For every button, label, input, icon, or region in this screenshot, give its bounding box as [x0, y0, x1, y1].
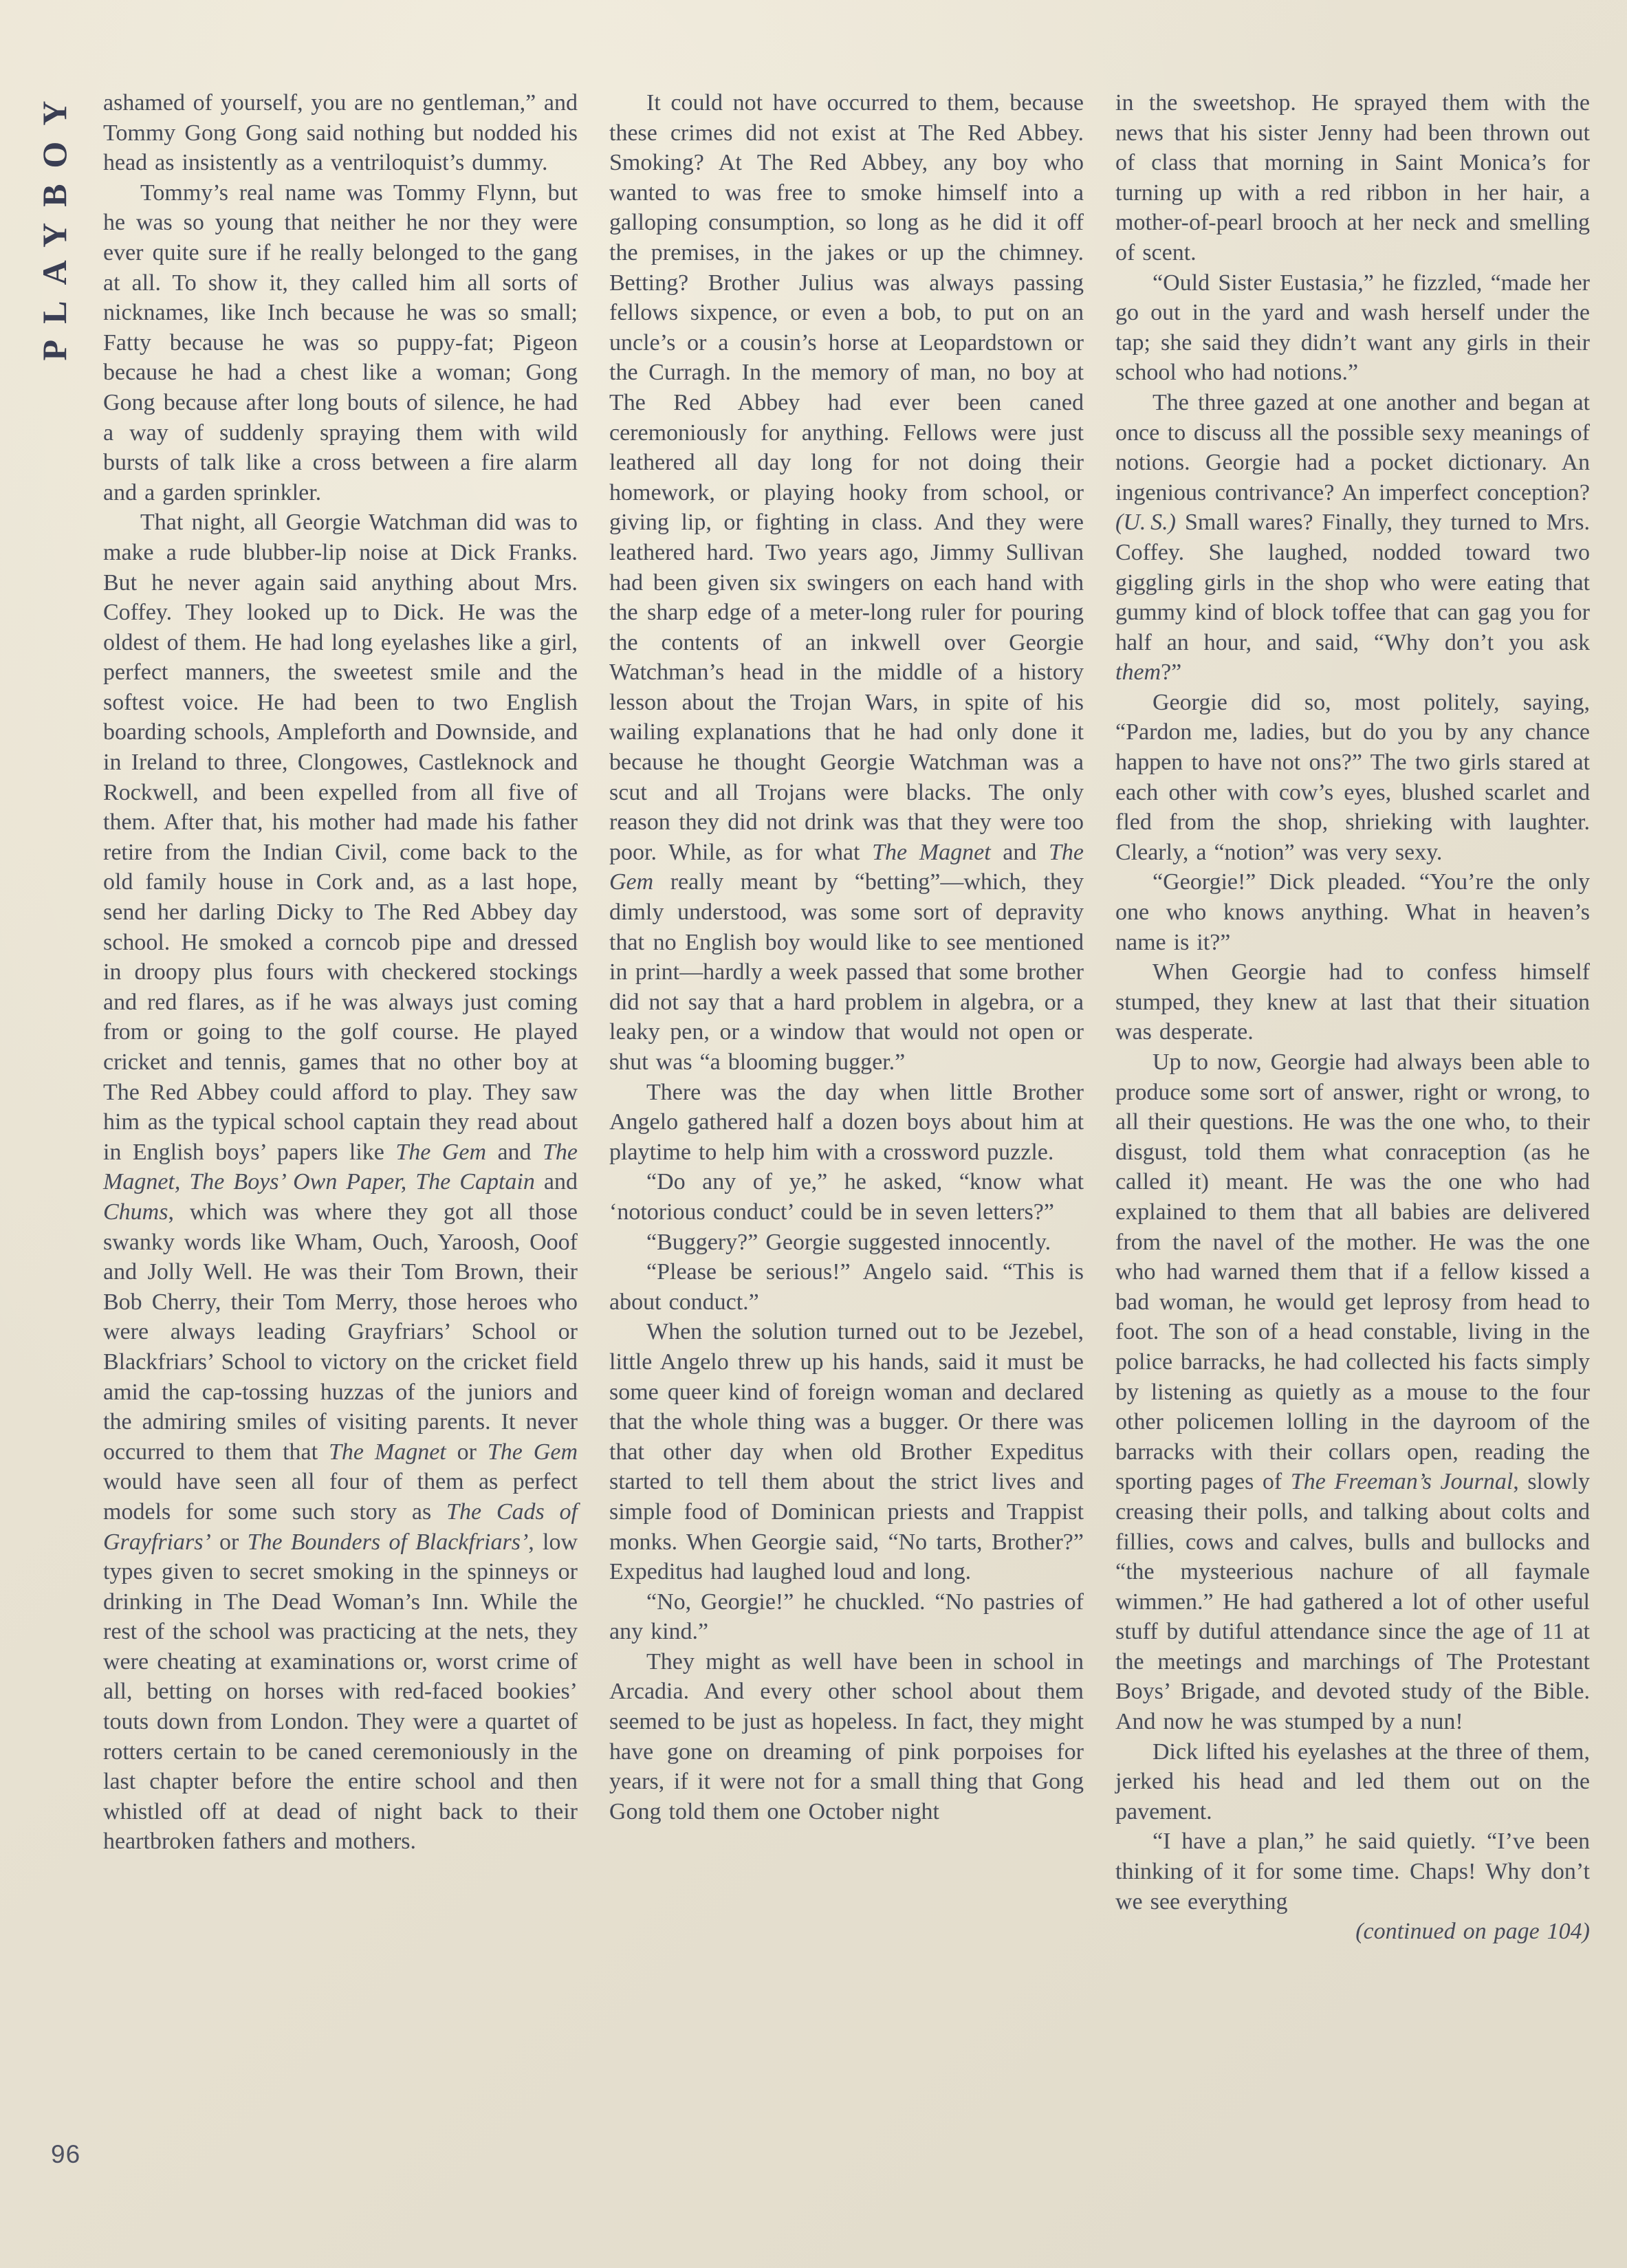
italic-run: The Gem [487, 1439, 578, 1465]
italic-run: The Freeman’s Journal [1290, 1469, 1514, 1495]
text-run: “Please be serious!” Angelo said. “This is about conduct.” [609, 1259, 1084, 1315]
italic-run: The Magnet [872, 839, 991, 865]
paragraph [609, 1317, 1084, 1586]
text-run: “I have a plan,” he said quietly. “I’ve been thinking of it for some time. Chaps! Why don’t we see everything [1115, 1829, 1590, 1915]
paragraph [1115, 1047, 1590, 1737]
paragraph [609, 1647, 1084, 1827]
paragraph [609, 1078, 1084, 1168]
text-run: really meant by “betting”—which, they dimly understood, was some sort of depravity that no English boy would like to see mentioned in print—hardly a week passed that some brother did not say that a hard problem in algebra, or a leaky pen, or a window that would not open or shut was “a blooming bugger.” [609, 869, 1084, 1075]
text-run: “Buggery?” Georgie suggested innocently. [646, 1229, 1051, 1255]
italic-run: The Bounders of Blackfriars’ [247, 1529, 529, 1555]
text-run: and [990, 839, 1049, 865]
text-run: The three gazed at one another and began at once to discuss all the possible sexy meanings of notions. Georgie had a pocket dictionary. An ingenious contrivance? An imperfect conception? [1115, 389, 1590, 505]
paragraph [103, 88, 578, 178]
paragraph [1115, 867, 1590, 957]
text-run: “Ould Sister Eustasia,” he fizzled, “made her go out in the yard and wash herself under the tap; she said they didn’t want any girls in their school who had notions.” [1115, 270, 1590, 386]
paragraph [1115, 957, 1590, 1047]
italic-run: The Gem [395, 1139, 486, 1165]
text-run: It could not have occurred to them, because these crimes did not exist at The Red Abbey. Smoking? At The Red Abbey, any boy who wanted to was free to smoke himself into a galloping consumption, so long as he did it off the premises, in the jakes or up the chimney. Betting? Brother Julius was always passing fellows sixpence, or even a bob, to put on an uncle’s or a cousin’s horse at Leopardstown or the Curragh. In the memory of man, no boy at The Red Abbey had ever been caned ceremoniously for anything. Fellows were just leathered all day long for not doing their homework, or playing hooky from school, or giving lip, or fighting in class. And they were leathered hard. Two years ago, Jimmy Sullivan had been given six swingers on each hand with the sharp edge of a meter-long ruler for pouring the contents of an inkwell over Georgie Watchman’s head in the middle of a history lesson about the Trojan Wars, in spite of his wailing explanations that he had only done it because he thought Georgie Watchman was a scut and all Trojans were blacks. The only reason they did not drink was that they were too poor. While, as for what [609, 90, 1084, 865]
text-column-1 [103, 88, 578, 2192]
text-run: They might as well have been in school in Arcadia. And every other school about them seemed to be just as hopeless. In fact, they might have gone on dreaming of pink porpoises for years, if it were not for a small thing that Gong Gong told them one October night [609, 1648, 1084, 1824]
text-run: Dick lifted his eyelashes at the three of them, jerked his head and led them out on the pavement. [1115, 1738, 1590, 1824]
text-run: There was the day when little Brother Angelo gathered half a dozen boys about him at playtime to help him with a crossword puzzle. [609, 1079, 1084, 1165]
paragraph [609, 88, 1084, 1078]
text-run: , which was where they got all those swanky words like Wham, Ouch, Yaroosh, Ooof and Jolly Well. He was their Tom Brown, their Bob Cherry, their Tom Merry, those heroes who were always leading Grayfriars’ School or Blackfriars’ School to victory on the cricket field amid the cap-tossing huzzas of the juniors and the admiring smiles of visiting parents. It never occurred to them that [103, 1199, 578, 1465]
text-run: That night, all Georgie Watchman did was to make a rude blubber-lip noise at Dick Franks. But he never again said anything about Mrs. Coffey. They looked up to Dick. He was the oldest of them. He had long eyelashes like a girl, perfect manners, the sweetest smile and the softest voice. He had been to two English boarding schools, Ampleforth and Downside, and in Ireland to three, Clongowes, Castleknock and Rockwell, and been expelled from all five of them. After that, his mother had made his father retire from the Indian Civil, come back to the old family house in Cork and, as a last hope, send her darling Dicky to The Red Abbey day school. He smoked a corncob pipe and dressed in droopy plus fours with checkered stockings and red flares, as if he was always just coming from or going to the golf course. He played cricket and tennis, games that no other boy at The Red Abbey could afford to play. They saw him as the typical school captain they read about in English boys’ papers like [103, 510, 578, 1165]
paragraph [103, 178, 578, 508]
paragraph [1115, 1827, 1590, 1917]
paragraph [609, 1167, 1084, 1227]
text-run: Georgie did so, most politely, saying, “Pardon me, ladies, but do you by any chance happen to have not ons?” The two girls stared at each other with cow’s eyes, blushed scarlet and fled from the shop, shrieking with laughter. Clearly, a “notion” was very sexy. [1115, 689, 1590, 865]
text-run: Tommy’s real name was Tommy Flynn, but he was so young that neither he nor they were ever quite sure if he really belonged to the gang at all. To show it, they called him all sorts of nicknames, like Inch because he was so small; Fatty because he was so puppy-fat; Pigeon because he had a chest like a woman; Gong Gong because after long bouts of silence, he had a way of suddenly spraying them with wild bursts of talk like a cross between a fire alarm and a garden sprinkler. [103, 179, 578, 505]
text-run: would have seen all four of them as perfect models for some such story as [103, 1469, 578, 1525]
text-run: “Do any of ye,” he asked, “know what ‘notorious conduct’ could be in seven letters?” [609, 1169, 1084, 1225]
text-run: When the solution turned out to be Jezebel, little Angelo threw up his hands, said it must be some queer kind of foreign woman and declared that the whole thing was a bugger. Or there was that other day when old Brother Expeditus started to tell them about the strict lives and simple food of Dominican priests and Trappist monks. When Georgie said, “No tarts, Brother?” Expeditus had laughed loud and long. [609, 1319, 1084, 1585]
text-run: “Georgie!” Dick pleaded. “You’re the only one who knows anything. What in heaven’s name is it?” [1115, 869, 1590, 955]
italic-run: The Gem [609, 839, 1084, 895]
paragraph [1115, 1737, 1590, 1827]
text-run: or [210, 1529, 248, 1555]
text-run: , slowly creasing their polls, and talking about colts and fillies, cows and calves, bulls and bullocks and “the mysteerious nachure of all faymale wimmen.” He had gathered a lot of other useful stuff by dutiful attendance since the age of 11 at the meetings and marchings of The Protestant Boys’ Brigade, and devoted study of the Bible. And now he was stumped by a nun! [1115, 1469, 1590, 1735]
text-run: and [534, 1169, 578, 1195]
text-run: and [486, 1139, 543, 1165]
italic-run: The Magnet [328, 1439, 446, 1465]
paragraph [609, 1587, 1084, 1647]
text-run: ashamed of yourself, you are no gentleman,” and Tommy Gong Gong said nothing but nodded his head as insistently as a ventriloquist’s dummy. [103, 90, 578, 176]
paragraph [1115, 688, 1590, 868]
paragraph [609, 1228, 1084, 1258]
text-run: “No, Georgie!” he chuckled. “No pastries of any kind.” [609, 1589, 1084, 1645]
paragraph [103, 508, 578, 1857]
text-run: or [446, 1439, 488, 1465]
paragraph [1115, 268, 1590, 388]
italic-run: (U. S.) [1115, 510, 1177, 536]
text-run: in the sweetshop. He sprayed them with the news that his sister Jenny had been thrown out of class that morning in Saint Monica’s for turning up with a red ribbon in her hair, a mother-of-pearl brooch at her neck and smelling of scent. [1115, 90, 1590, 265]
italic-run: The Cads of Grayfriars’ [103, 1498, 578, 1555]
magazine-spine-masthead [32, 85, 77, 360]
magazine-title: PLAYBOY [35, 85, 74, 361]
paragraph [1115, 388, 1590, 688]
paragraph [1115, 88, 1590, 268]
italic-run: Chums [103, 1199, 168, 1225]
paragraph [609, 1257, 1084, 1317]
continued-note [1115, 1917, 1590, 1947]
italic-run: (continued on page 104) [1355, 1919, 1590, 1945]
text-run: Small wares? Finally, they turned to Mrs. Coffey. She laughed, nodded toward two giggling girls in the shop who were eating that gummy kind of block toffee that can gag you for half an hour, and said, “Why don’t you ask [1115, 510, 1590, 655]
page-number: 96 [51, 2140, 81, 2168]
text-run: ?” [1161, 659, 1182, 686]
text-run: When Georgie had to confess himself stumped, they knew at last that their situation was desperate. [1115, 959, 1590, 1045]
italic-run: them [1115, 659, 1161, 686]
text-run: Up to now, Georgie had always been able to produce some sort of answer, right or wrong, to all their questions. He was the one who, to their disgust, told them what conraception (as he called it) meant. He was the one who had explained to them that all babies are delivered from the navel of the mother. He was the one who had warned them that if a fellow kissed a bad woman, he would get leprosy from head to foot. The son of a head constable, living in the police barracks, he had collected his facts simply by listening as quietly as a mouse to the four other policemen lolling in the dayroom of the barracks with their collars open, reading the sporting pages of [1115, 1049, 1590, 1495]
text-run: , low types given to secret smoking in the spinneys or drinking in The Dead Woman’s Inn. While the rest of the school was practicing at the nets, they were cheating at examinations or, worst crime of all, betting on horses with red-faced bookies’ touts down from London. They were a quartet of rotters certain to be caned ceremoniously in the last chapter before the entire school and then whistled off at dead of night back to their heartbroken fathers and mothers. [103, 1529, 578, 1855]
text-column-2 [609, 88, 1084, 2192]
text-column-3 [1115, 88, 1590, 2192]
italic-run: The Magnet, The Boys’ Own Paper, The Captain [103, 1139, 578, 1195]
